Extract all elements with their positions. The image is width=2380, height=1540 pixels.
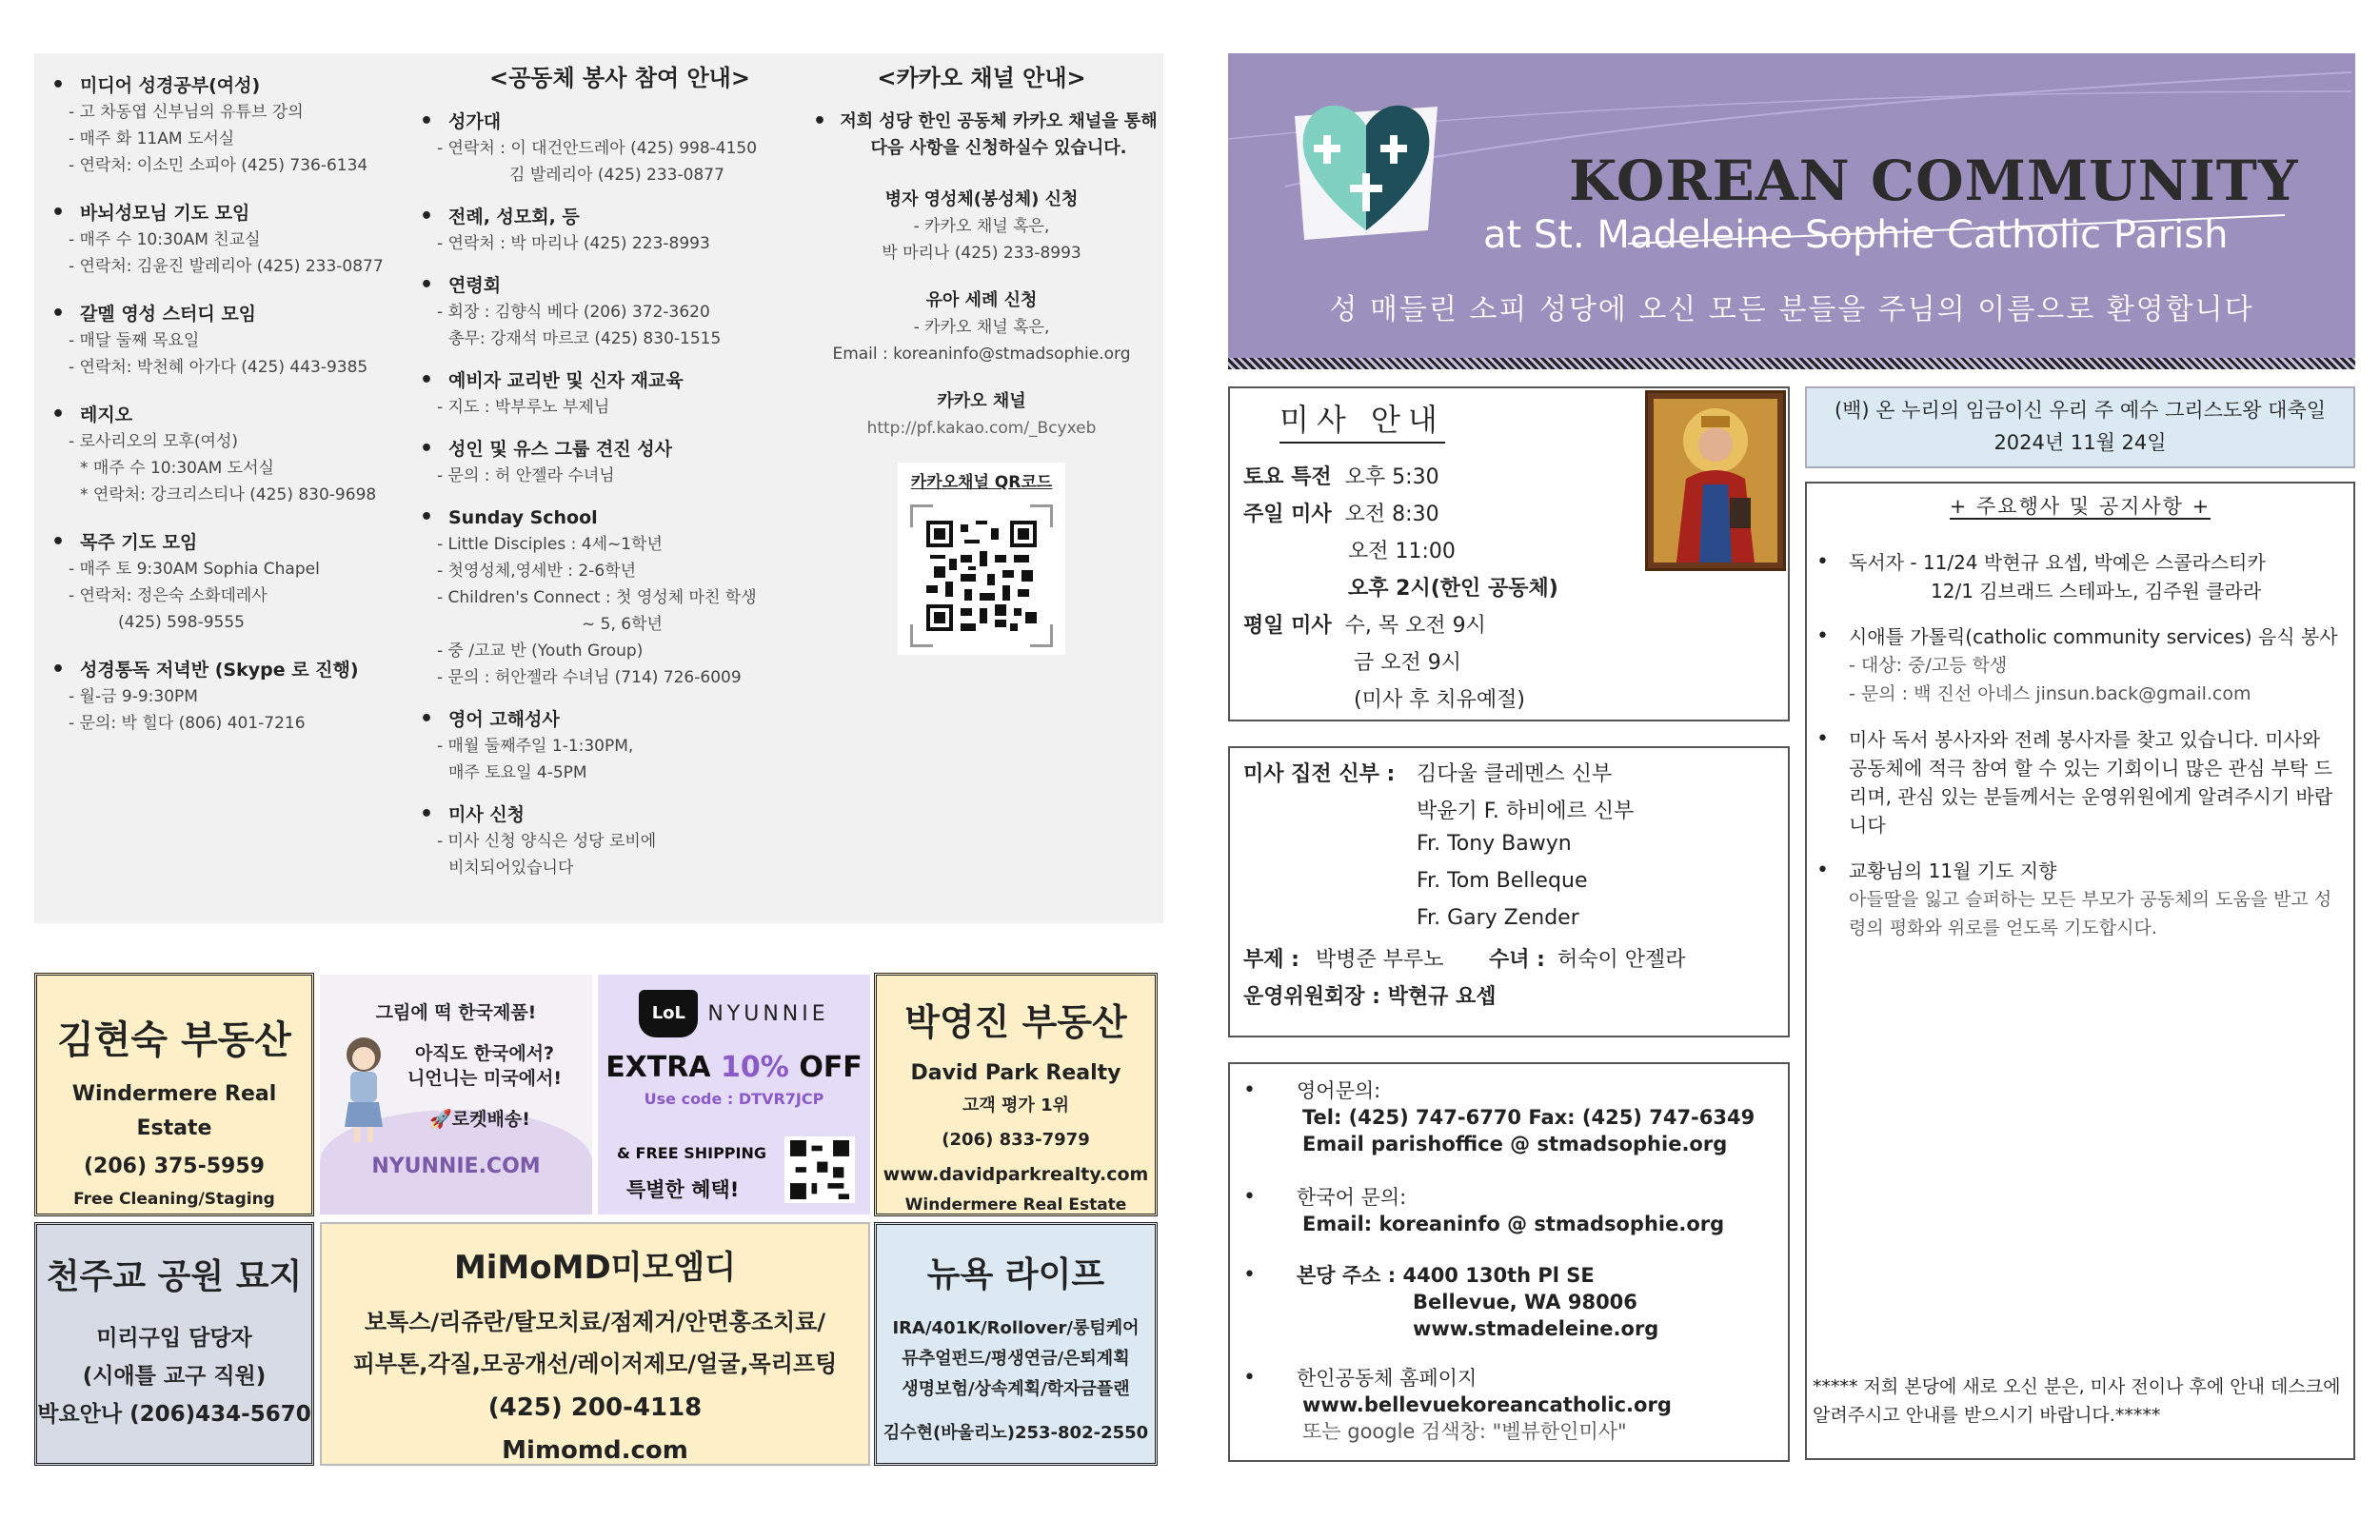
group-line: - 로사리오의 모후(여성) (69, 432, 239, 451)
group-title: • Sunday School (410, 504, 829, 531)
ad-line: 그림에 떡 한국제품! (375, 1002, 537, 1023)
group-line: * 매주 수 10:30AM 도서실 (80, 459, 274, 478)
mass-time: 오전 11:00 (1348, 540, 1456, 563)
service-confirmation (410, 436, 829, 489)
group-line: - 연락처: 정은숙 소화데레사 (69, 586, 268, 605)
ad-mimomd (320, 1222, 870, 1466)
group-title: • 미디어 성경공부(여성) (42, 72, 413, 99)
homepage-url[interactable]: www.bellevuekoreancatholic.org (1302, 1393, 1672, 1416)
address-city: Bellevue, WA 98006 (1413, 1291, 1637, 1313)
address-web[interactable]: www.stmadeleine.org (1413, 1317, 1659, 1340)
priest-name: 박윤기 F. 하비에르 신부 (1417, 800, 1635, 823)
ad-title: 뉴욕 라이프 (926, 1255, 1105, 1294)
group-line: - 문의 : 허 안젤라 수녀님 (437, 466, 615, 485)
group-title: • 갈멜 영성 스터디 모임 (42, 301, 413, 327)
ad-title: 천주교 공원 묘지 (46, 1257, 303, 1296)
feast-date: 2024년 11월 24일 (1993, 431, 2167, 454)
contact-email[interactable]: Email: koreaninfo @ stmadsophie.org (1302, 1213, 1725, 1235)
banner-welcome: 성 매들린 소피 성당에 오신 모든 분들을 주님의 이름으로 환영합니다 (1329, 293, 2254, 326)
notice-main: • 독서자 - 11/24 박현규 요셉, 박예은 스콜라스티카 (1849, 551, 2266, 574)
notice-title-text: + 주요행사 및 공지사항 + (1949, 495, 2211, 518)
notice-main: • 교황님의 11월 기도 지향 (1849, 859, 2057, 882)
group-line: - 지도 : 박부루노 부제님 (437, 398, 610, 417)
ad-link[interactable]: NYUNNIE.COM (371, 1155, 541, 1178)
qr-code-icon (910, 504, 1053, 647)
ad-code: Use code : DTVR7JCP (644, 1090, 824, 1108)
kakao-column (805, 53, 1158, 655)
group-title: • 목주 기도 모임 (42, 529, 413, 556)
group-line: - 문의: 박 힐다 (806) 401-7216 (69, 714, 306, 733)
kakao-block-line: Email : koreaninfo@stmadsophie.org (832, 345, 1131, 364)
kakao-block-line: - 카카오 채널 혹은, (913, 318, 1050, 337)
group-line: - 연락처: 이소민 소피아 (425) 736-6134 (69, 156, 368, 175)
group-line: - 매주 토 9:30AM Sophia Chapel (69, 560, 320, 579)
group-line: - 연락처: 박천혜 아가다 (425) 443-9385 (69, 358, 368, 377)
ad-line: (425) 200-4118 (487, 1393, 703, 1422)
notice-sub: - 대상: 중/고등 학생 (1849, 655, 2008, 676)
ad-line: David Park Realty (910, 1061, 1121, 1085)
christ-king-icon (1645, 390, 1786, 571)
ad-line: 박요안나 (206)434-5670 (37, 1402, 311, 1427)
feast-title: (백) 온 누리의 임금이신 우리 주 예수 그리스도왕 대축일 (1834, 399, 2327, 422)
group-line: - 월-금 9-9:30PM (69, 687, 198, 706)
group-line: - 매주 수 10:30AM 친교실 (69, 230, 261, 249)
ad-line: 미리구입 담당자 (96, 1326, 252, 1351)
group-title: • 예비자 교리반 및 신자 재교육 (410, 367, 829, 394)
contact-korean: • 한국어 문의: Email: koreaninfo @ stmadsophie.org (1243, 1185, 1725, 1235)
kakao-sick-communion (805, 187, 1158, 267)
kakao-qr-box (898, 463, 1065, 655)
ad-line: Free Cleaning/Staging (73, 1190, 275, 1209)
group-line: - 미사 신청 양식은 성당 로비에 (437, 832, 657, 851)
group-prayer (42, 200, 413, 280)
ad-title: 박영진 부동산 (904, 1001, 1127, 1043)
group-title: • 성가대 (410, 109, 829, 135)
group-line: 총무: 강재석 마르코 (425) 830-1515 (448, 329, 722, 348)
groups-column (42, 53, 413, 758)
group-title: • 레지오 (42, 402, 413, 428)
group-line: - 첫영성체,영세반 : 2-6학년 (437, 562, 637, 581)
group-line: ~ 5, 6학년 (582, 615, 663, 634)
group-legio (42, 402, 413, 508)
notice-item (1807, 622, 2353, 708)
kakao-infant-baptism (805, 287, 1158, 367)
kakao-block-line: - 카카오 채널 혹은, (913, 217, 1050, 236)
group-media-bible (42, 72, 413, 179)
mass-time: 오전 8:30 (1344, 503, 1439, 526)
ad-title: MiMoMD미모엠디 (453, 1249, 737, 1287)
ad-line: EXTRA (605, 1051, 711, 1084)
sister-name: 허숙이 안젤라 (1557, 948, 1686, 972)
ad-line: 아직도 한국에서? (414, 1043, 555, 1064)
group-title: • 연령회 (410, 272, 829, 299)
group-line: - 연락처: 김윤진 발레리아 (425) 233-0877 (69, 257, 384, 276)
service-choir (410, 109, 829, 188)
ad-line: 김수현(바울리노)253-802-2550 (883, 1423, 1149, 1443)
service-funeral (410, 272, 829, 352)
priest-name: 김다울 클레멘스 신부 (1417, 762, 1613, 786)
group-rosary (42, 529, 413, 636)
group-line: 김 발레리아 (425) 233-0877 (509, 166, 724, 185)
priests-label: 미사 집전 신부 : (1243, 762, 1396, 786)
notice-item (1807, 725, 2353, 839)
mass-time: 금 오전 9시 (1354, 651, 1461, 675)
group-title: • 성인 및 유스 그룹 견진 성사 (410, 436, 829, 463)
left-info-panel (34, 53, 1163, 923)
deacon-name: 박병준 부루노 (1316, 948, 1444, 972)
group-line: 비치되어있습니다 (448, 859, 574, 878)
ad-line: 특별한 혜택! (626, 1178, 740, 1201)
parish-logo-icon (1285, 88, 1447, 249)
ad-line: 🚀로켓배송! (429, 1109, 530, 1130)
contact-homepage: • 한인공동체 홈페이지 www.bellevuekoreancatholic.org 또는 google 검색창: "벨뷰한인미사" (1243, 1366, 1672, 1443)
contact-phone: Tel: (425) 747-6770 Fax: (425) 747-6349 (1302, 1106, 1755, 1129)
kakao-block-title: 카카오 채널 (937, 391, 1026, 411)
group-line: 매주 토요일 4-5PM (448, 763, 587, 782)
group-line: - 중 /고교 반 (Youth Group) (437, 642, 644, 661)
notice-title (1807, 491, 2353, 520)
banner-stripe (1228, 358, 2355, 369)
service-column (410, 53, 829, 881)
ad-nyunnie-1 (320, 975, 592, 1214)
notice-item (1807, 857, 2353, 942)
service-catechism (410, 367, 829, 421)
ad-line: Windermere Real Estate (71, 1082, 277, 1140)
ad-line: (206) 833-7979 (942, 1130, 1090, 1150)
ad-nyunnie-2 (598, 975, 870, 1214)
ad-cemetery (34, 1222, 314, 1466)
group-line: - Little Disciples : 4세~1학년 (437, 535, 663, 554)
kakao-block-title: 유아 세례 신청 (925, 290, 1038, 310)
notice-box (1805, 482, 2355, 1460)
ad-line: (시애틀 교구 직원) (82, 1364, 267, 1389)
group-title: • 전례, 성모회, 등 (410, 204, 829, 230)
notice-item (1807, 548, 2353, 605)
ad-line: IRA/401K/Rollover/롱텀케어 (892, 1318, 1140, 1338)
group-line: - 연락처 : 박 마리나 (425) 223-8993 (437, 234, 710, 253)
kakao-intro: • 저희 성당 한인 공동체 카카오 채널을 통해 다음 사항을 신청하실수 있습니다. (805, 109, 1158, 162)
ad-line: (206) 375-5959 (84, 1155, 265, 1178)
ad-brand: NYUNNIE (707, 1001, 829, 1026)
mass-label: 토요 특전 (1243, 465, 1332, 489)
mass-time: 수, 목 오전 9시 (1344, 614, 1486, 638)
group-line: - 회장 : 김향식 베다 (206) 372-3620 (437, 303, 710, 322)
mass-time: 오후 2시(한인 공동체) (1348, 577, 1558, 601)
shopping-bag-icon (639, 990, 698, 1037)
notice-sub: - 문의 : 백 진선 아네스 jinsun.back@gmail.com (1849, 683, 2251, 704)
feast-box (1805, 386, 2355, 468)
ad-line: 보톡스/리쥬란/탈모치료/점제거/안면홍조치료/ (364, 1309, 826, 1335)
service-sunday-school (410, 504, 829, 691)
service-mass-request (410, 801, 829, 881)
ad-new-york-life (874, 1222, 1158, 1466)
group-line: * 연락처: 강크리스티나 (425) 830-9698 (80, 485, 377, 504)
council-chair: 운영위원회장 : 박현규 요셉 (1243, 985, 1497, 1009)
mass-title: 미사 안내 (1279, 396, 1445, 444)
contact-label: 영어문의: (1297, 1079, 1381, 1102)
mass-schedule-box (1228, 386, 1790, 721)
mass-time: (미사 후 치유예절) (1354, 688, 1525, 712)
notice-sub: 12/1 김브래드 스테파노, 김주원 클라라 (1931, 580, 2262, 602)
group-title: • 성경통독 저녁반 (Skype 로 진행) (42, 657, 413, 683)
mass-time: 오후 5:30 (1344, 465, 1439, 489)
mass-label: 주일 미사 (1243, 503, 1332, 526)
contact-label: 한국어 문의: (1297, 1186, 1407, 1209)
priests-box (1228, 746, 1790, 1037)
deacon-label: 부제 : (1243, 948, 1299, 972)
ad-line: 생명보험/상속계획/학자금플랜 (902, 1379, 1130, 1399)
address-line: 본당 주소 : 4400 130th Pl SE (1297, 1264, 1595, 1287)
contact-english: • 영어문의: Tel: (425) 747-6770 Fax: (425) 747-6349 Email parishoffice @ stmadsophie.org (1243, 1078, 1755, 1155)
service-confession (410, 706, 829, 786)
ad-link[interactable]: Mimomd.com (502, 1436, 688, 1465)
group-line: - 매주 화 11AM 도서실 (69, 129, 235, 148)
group-line: (425) 598-9555 (118, 613, 245, 632)
ad-title: 김현숙 부동산 (57, 1018, 291, 1062)
notice-main: • 미사 독서 봉사자와 전례 봉사자를 찾고 있습니다. 미사와 공동체에 적극 참여 할 수 있는 기회이니 많은 관심 부탁 드리며, 관심 있는 분들께서는 운영위원에게 알려주시기 바랍니다 (1849, 728, 2333, 837)
brand-logo-text: LoL (651, 1003, 685, 1023)
ad-line: 니언니는 미국에서! (407, 1068, 563, 1089)
kakao-title: <카카오 채널 안내> (877, 65, 1086, 91)
notice-footer: ***** 저희 본당에 새로 오신 분은, 미사 전이나 후에 안내 데스크에 알려주시고 안내를 받으시기 바랍니다.***** (1813, 1376, 2341, 1426)
ad-line: 피부톤,각질,모공개선/레이저제모/얼굴,목리프팅 (352, 1351, 838, 1377)
qr-code-icon (784, 1136, 855, 1203)
group-line: - Children's Connect : 첫 영성체 마친 학생 (437, 588, 757, 607)
ad-link[interactable]: www.davidparkrealty.com (883, 1164, 1149, 1185)
group-title: • 영어 고해성사 (410, 706, 829, 733)
kakao-channel (805, 388, 1158, 442)
group-bible-reading (42, 657, 413, 737)
ad-line: 고객 평가 1위 (962, 1096, 1069, 1116)
kakao-block-title: 병자 영성체(봉성체) 신청 (884, 189, 1079, 209)
kakao-link[interactable]: http://pf.kakao.com/_Bcyxeb (866, 419, 1097, 438)
ad-line: & FREE SHIPPING (617, 1144, 766, 1162)
notice-sub: 아들딸을 잃고 슬퍼하는 모든 부모가 공동체의 도움을 받고 성령의 평화와 위로를 얻도록 기도합시다. (1849, 889, 2332, 938)
group-line: - 고 차동엽 신부님의 유튜브 강의 (69, 103, 304, 122)
ad-kim-realestate (34, 973, 314, 1216)
homepage-search: 또는 google 검색창: "벨뷰한인미사" (1302, 1420, 1627, 1443)
group-line: - 매월 둘째주일 1-1:30PM, (437, 737, 634, 756)
community-banner (1228, 53, 2355, 369)
contact-label: 한인공동체 홈페이지 (1297, 1367, 1478, 1390)
priest-name: Fr. Gary Zender (1417, 906, 1579, 930)
priest-name: Fr. Tony Bawyn (1417, 832, 1572, 856)
service-liturgy (410, 204, 829, 257)
mass-label: 평일 미사 (1243, 614, 1332, 638)
priest-name: Fr. Tom Belleque (1417, 869, 1588, 893)
banner-title: KOREAN COMMUNITY (1569, 148, 2299, 213)
group-title: • 미사 신청 (410, 801, 829, 828)
contact-address: • 본당 주소 : 4400 130th Pl SE Bellevue, WA 98006 www.stmadeleine.org (1243, 1263, 1659, 1340)
ad-discount: 10% (721, 1051, 789, 1084)
ad-line: 뮤추얼펀드/평생연금/은퇴계획 (902, 1349, 1130, 1369)
group-title: • 바뇌성모님 기도 모임 (42, 200, 413, 227)
group-line: - 매달 둘째 목요일 (69, 331, 200, 350)
notice-main: • 시애틀 가톨릭(catholic community services) 음식 봉사 (1849, 625, 2338, 648)
qr-label: 카카오채널 QR코드 (910, 473, 1053, 492)
contact-email[interactable]: Email parishoffice @ stmadsophie.org (1302, 1133, 1728, 1155)
contact-box (1228, 1062, 1790, 1462)
group-line: - 연락처 : 이 대건안드레아 (425) 998-4150 (437, 139, 758, 158)
service-title: <공동체 봉사 참여 안내> (489, 65, 750, 91)
group-carmel (42, 301, 413, 381)
ad-line: OFF (799, 1051, 863, 1084)
ad-park-realty (874, 973, 1158, 1216)
sister-label: 수녀 : (1489, 948, 1545, 972)
group-line: - 문의 : 허안젤라 수녀님 (714) 726-6009 (437, 668, 742, 687)
banner-subtitle: at St. Madeleine Sophie Catholic Parish (1483, 213, 2229, 257)
ad-line: Windermere Real Estate (904, 1195, 1127, 1214)
kakao-block-line: 박 마리나 (425) 233-8993 (882, 244, 1081, 263)
